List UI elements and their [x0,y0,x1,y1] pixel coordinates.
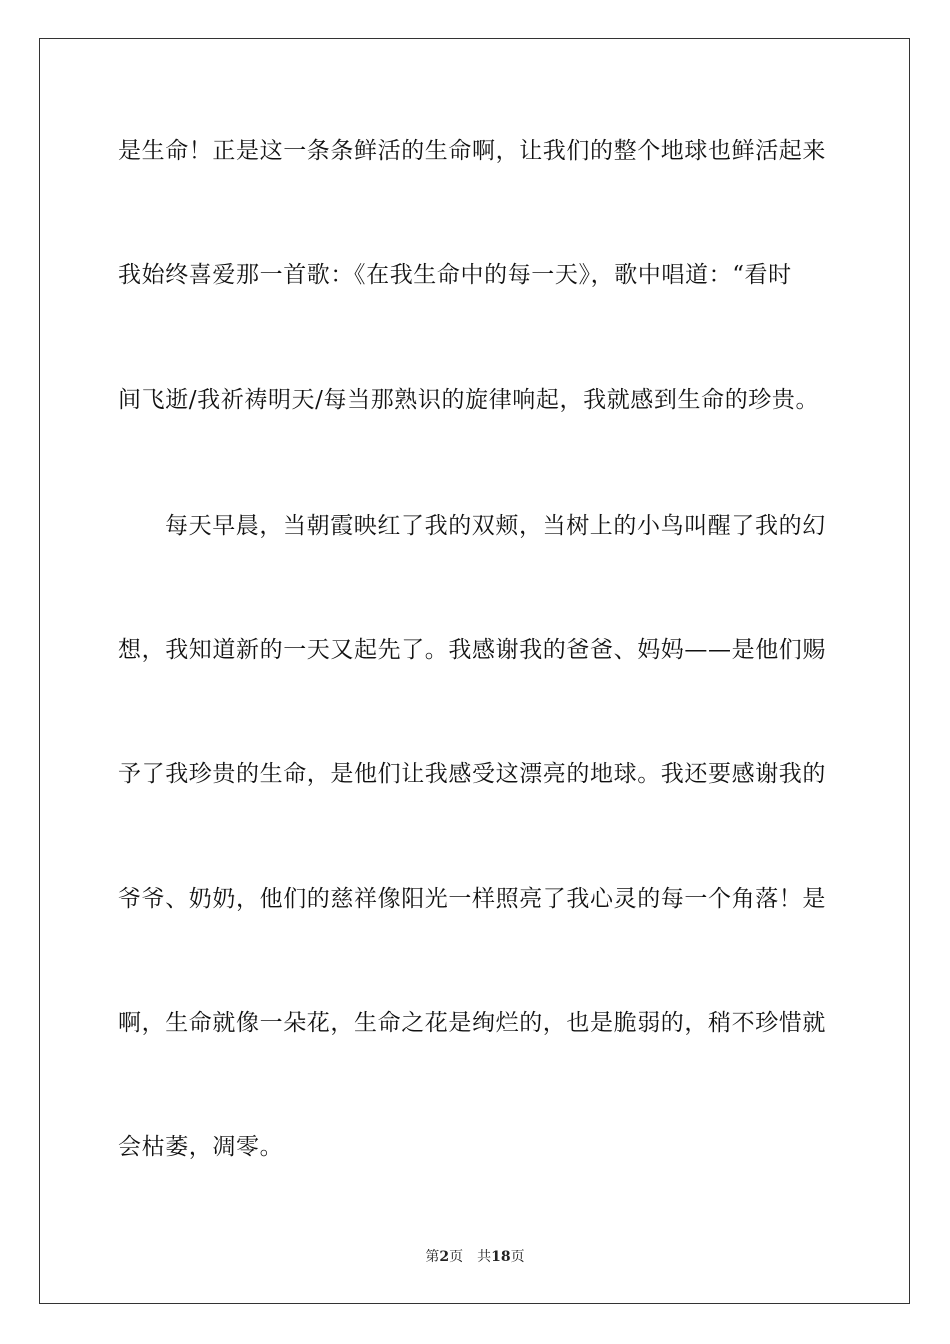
text-line-9: 会枯萎，凋零。 [118,1134,284,1160]
text-line-7: 爷爷、奶奶，他们的慈祥像阳光一样照亮了我心灵的每一个角落！是 [118,886,826,912]
text-line-4: 每天早晨，当朝霞映红了我的双颊，当树上的小鸟叫醒了我的幻 [165,513,826,539]
page-frame [39,38,910,1304]
page-prefix: 第 [425,1249,440,1265]
text-line-6: 予了我珍贵的生命，是他们让我感受这漂亮的地球。我还要感谢我的 [118,761,826,787]
text-line-1: 是生命！正是这一条条鲜活的生命啊，让我们的整个地球也鲜活起来 [118,138,826,164]
text-line-5: 想，我知道新的一天又起先了。我感谢我的爸爸、妈妈——是他们赐 [118,637,826,663]
page-suffix: 页 [449,1249,464,1265]
page-number: 2 [439,1249,450,1265]
total-suffix: 页 [510,1249,525,1265]
text-line-3: 间飞逝/我祈祷明天/每当那熟识的旋律响起，我就感到生命的珍贵。 [118,387,820,413]
page-footer [0,1248,950,1266]
total-prefix: 共 [477,1249,492,1265]
text-line-8: 啊，生命就像一朵花，生命之花是绚烂的，也是脆弱的，稍不珍惜就 [118,1010,826,1036]
total-pages: 18 [491,1249,511,1265]
text-line-2: 我始终喜爱那一首歌：《在我生命中的每一天》，歌中唱道：“看时 [118,262,792,288]
